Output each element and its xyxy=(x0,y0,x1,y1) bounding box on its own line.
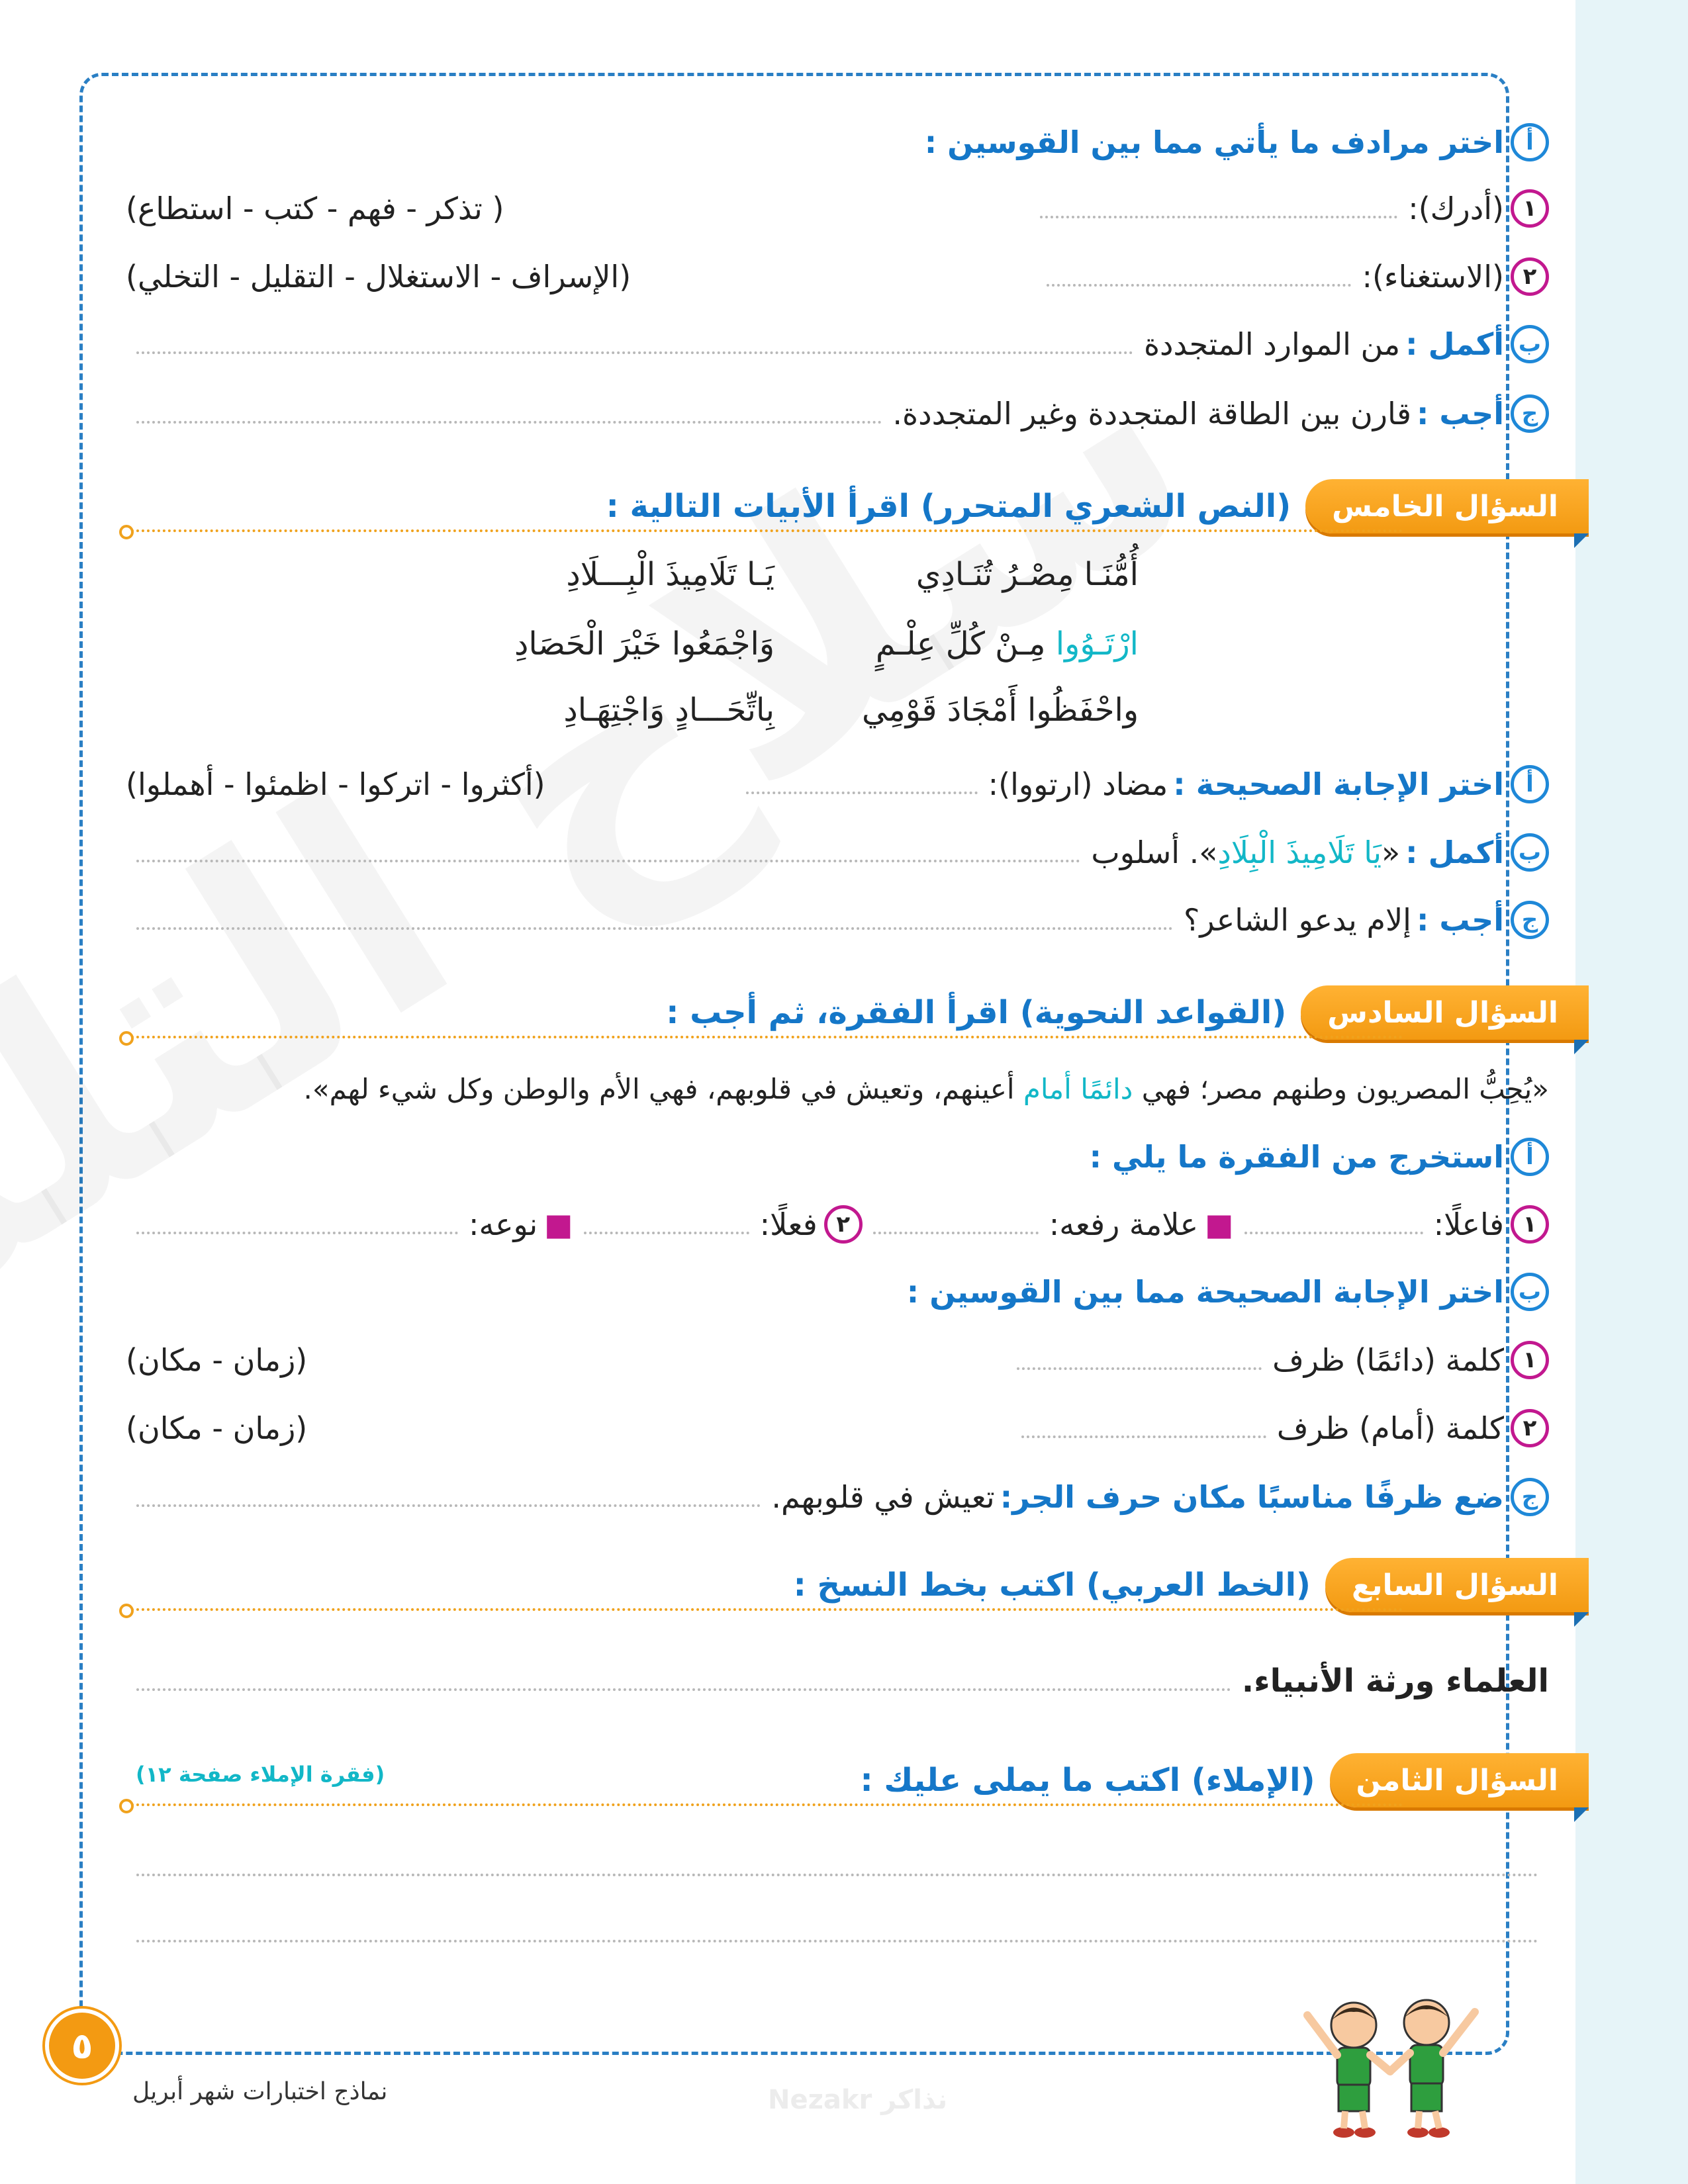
q8-answer-line-1 xyxy=(126,1840,1549,1893)
sec4-item-2 xyxy=(126,250,1549,303)
bullet: ■ xyxy=(1205,1206,1234,1242)
kids-illustration xyxy=(1291,1979,1489,2144)
item-label: فاعلًا: xyxy=(1433,1206,1504,1242)
badge-c: ج xyxy=(1511,394,1549,433)
q8-divider xyxy=(126,1803,1403,1806)
badge-a: أ xyxy=(1511,123,1549,161)
q5-header xyxy=(606,477,1589,536)
footer-text: نماذج اختبارات شهر أبريل xyxy=(132,2078,388,2105)
handwriting-text: العلماء ورثة الأنبياء. xyxy=(1241,1662,1549,1700)
para-part: أعينهم، وتعيش في قلوبهم، فهي الأم والوطن وكل شيء لهم». xyxy=(303,1072,1023,1105)
side-strip xyxy=(1575,0,1688,2184)
para-text xyxy=(304,1073,1549,1105)
q8-title: (الإملاء) اكتب ما يملى عليك : xyxy=(860,1762,1315,1799)
q5-divider xyxy=(126,529,1403,532)
options-text: (زمان - مكان) xyxy=(126,1342,308,1378)
q6-header xyxy=(666,983,1589,1042)
poem-left-3: بِاتِّحَـــادٍ وَاجْتِهَـادِ xyxy=(563,692,774,729)
quote-open: « xyxy=(1382,835,1401,870)
q8-answer-line-2 xyxy=(126,1906,1549,1959)
item-label: نوعه: xyxy=(468,1206,538,1242)
answer-line[interactable] xyxy=(136,1940,1538,1942)
badge-b: ب xyxy=(1511,325,1549,363)
item-label: كلمة (أمام) ظرف xyxy=(1276,1410,1504,1446)
q7-line xyxy=(126,1655,1549,1707)
q6-tab: السؤال السادس xyxy=(1301,985,1589,1040)
q7-tab: السؤال السابع xyxy=(1325,1558,1589,1612)
answer-line[interactable] xyxy=(584,1232,749,1234)
q7-divider xyxy=(126,1608,1403,1611)
options-text: (الإسراف - الاستغلال - التقليل - التخلي) xyxy=(126,259,632,295)
q5-corner xyxy=(1574,533,1589,548)
q6-item-a xyxy=(126,1130,1549,1183)
badge-c: ج xyxy=(1511,901,1549,939)
item-text: تعيش في قلوبهم. xyxy=(771,1479,995,1515)
q6-item-b xyxy=(126,1265,1549,1318)
poem-right-1: أُمُّنَـا مِصْـرُ تُنَـادِي xyxy=(915,556,1139,593)
badge-2: ٢ xyxy=(1511,1409,1549,1447)
answer-line[interactable] xyxy=(136,1232,458,1234)
publisher-logo: Nezakr نذاكر xyxy=(768,2085,948,2115)
q6-title: (القواعد النحوية) اقرأ الفقرة، ثم أجب : xyxy=(666,994,1287,1031)
poem-text: مِـنْ كُلِّ عِلْـمٍ xyxy=(875,625,1056,662)
badge-1: ١ xyxy=(1511,1205,1549,1244)
instruction-text: اختر مرادف ما يأتي مما بين القوسين : xyxy=(924,124,1504,160)
lead-text: أكمل : xyxy=(1405,835,1504,870)
q8-corner xyxy=(1574,1807,1589,1822)
lead-text: أجب : xyxy=(1416,396,1504,432)
answer-line[interactable] xyxy=(136,351,1133,354)
options-text: ( تذكر - فهم - كتب - استطاع) xyxy=(126,191,504,226)
page-number: ٥ xyxy=(45,2009,119,2083)
poem-right-2 xyxy=(876,625,1139,662)
q6-item-b2 xyxy=(126,1402,1549,1455)
badge-c: ج xyxy=(1511,1478,1549,1516)
q6-corner xyxy=(1574,1040,1589,1054)
instruction-text: استخرج من الفقرة ما يلي : xyxy=(1089,1139,1504,1175)
item-label: (أدرك): xyxy=(1408,191,1504,226)
lead-text: أجب : xyxy=(1416,902,1504,938)
q6-item-c xyxy=(126,1471,1549,1524)
poem-left-2: وَاجْمَعُوا خَيْرَ الْحَصَادِ xyxy=(514,625,774,662)
q5-item-c xyxy=(126,893,1549,946)
q6-paragraph xyxy=(126,1062,1549,1115)
badge-b: ب xyxy=(1511,833,1549,872)
item-label: كلمة (دائمًا) ظرف xyxy=(1272,1342,1504,1378)
badge-1: ١ xyxy=(1511,189,1549,228)
answer-line[interactable] xyxy=(1047,284,1351,287)
q8-reference: (فقرة الإملاء صفحة ١٢) xyxy=(136,1762,385,1787)
sec4-item-1 xyxy=(126,182,1549,235)
answer-line[interactable] xyxy=(1244,1232,1423,1234)
lead-text: أكمل : xyxy=(1405,326,1504,362)
badge-a: أ xyxy=(1511,1138,1549,1176)
item-text: مضاد (ارتووا): xyxy=(988,766,1168,802)
poem-right-3: واحْفَظُوا أَمْجَادَ قَوْمِي xyxy=(862,692,1139,729)
q5-item-a xyxy=(126,758,1549,811)
answer-line[interactable] xyxy=(136,927,1173,930)
answer-line[interactable] xyxy=(873,1232,1039,1234)
options-text: (زمان - مكان) xyxy=(126,1410,308,1446)
answer-line[interactable] xyxy=(136,860,1080,862)
para-highlight: أمام xyxy=(1023,1072,1072,1105)
lead-text: اختر الإجابة الصحيحة : xyxy=(1173,766,1504,802)
poem-left-1: يَـا تَلَامِيذَ الْبِـــلَادِ xyxy=(566,556,774,593)
para-part: «يُحِبُّ المصريون وطنهم مصر؛ فهي xyxy=(1133,1072,1549,1105)
item-label: علامة رفعه: xyxy=(1049,1206,1199,1242)
lead-text: ضع ظرفًا مناسبًا مكان حرف الجر: xyxy=(1000,1479,1504,1515)
poem-highlight: ارْتَـوُوا xyxy=(1055,625,1139,662)
q6-divider xyxy=(126,1036,1403,1038)
badge-2: ٢ xyxy=(824,1205,863,1244)
badge-a: أ xyxy=(1511,765,1549,803)
badge-2: ٢ xyxy=(1511,257,1549,296)
options-text: (أكثروا - اتركوا - اظمئوا - أهملوا) xyxy=(126,766,545,802)
q8-tab: السؤال الثامن xyxy=(1330,1753,1589,1807)
item-text: من الموارد المتجددة xyxy=(1143,326,1401,362)
answer-line[interactable] xyxy=(1021,1435,1266,1438)
q6-item-b1 xyxy=(126,1334,1549,1387)
answer-line[interactable] xyxy=(136,421,882,424)
sec4-item-b xyxy=(126,318,1549,371)
bullet: ■ xyxy=(544,1206,573,1242)
kid-right xyxy=(1391,2000,1475,2138)
q8-header xyxy=(860,1751,1589,1810)
answer-line[interactable] xyxy=(1017,1367,1262,1370)
item-label: (الاستغناء): xyxy=(1362,259,1504,295)
item-text: قارن بين الطاقة المتجددة وغير المتجددة. xyxy=(892,396,1411,432)
item-text: إلام يدعو الشاعر؟ xyxy=(1183,902,1411,938)
badge-1: ١ xyxy=(1511,1341,1549,1379)
q5-title: (النص الشعري المتحرر) اقرأ الأبيات التالية : xyxy=(606,488,1291,525)
sec4-item-a xyxy=(126,116,1549,169)
answer-line[interactable] xyxy=(136,1874,1538,1876)
q7-corner xyxy=(1574,1612,1589,1627)
item-label: فعلًا: xyxy=(759,1206,818,1242)
quote-close: ». أسلوب xyxy=(1091,835,1218,870)
para-highlight: دائمًا xyxy=(1080,1072,1133,1105)
q6-item-a-subs xyxy=(126,1198,1549,1251)
badge-b: ب xyxy=(1511,1273,1549,1311)
answer-line[interactable] xyxy=(136,1688,1231,1691)
quote-text: يَا تَلَامِيذَ الْبِلَادِ xyxy=(1217,835,1382,870)
para-part xyxy=(1072,1073,1080,1105)
q7-header xyxy=(794,1555,1589,1615)
answer-line[interactable] xyxy=(746,792,978,794)
q5-item-b xyxy=(126,826,1549,879)
sec4-item-c xyxy=(126,387,1549,440)
instruction-text: اختر الإجابة الصحيحة مما بين القوسين : xyxy=(906,1274,1504,1310)
q7-title: (الخط العربي) اكتب بخط النسخ : xyxy=(793,1567,1311,1604)
q5-tab: السؤال الخامس xyxy=(1305,479,1589,533)
answer-line[interactable] xyxy=(136,1504,761,1507)
kid-left xyxy=(1307,2003,1390,2138)
answer-line[interactable] xyxy=(1040,216,1397,218)
